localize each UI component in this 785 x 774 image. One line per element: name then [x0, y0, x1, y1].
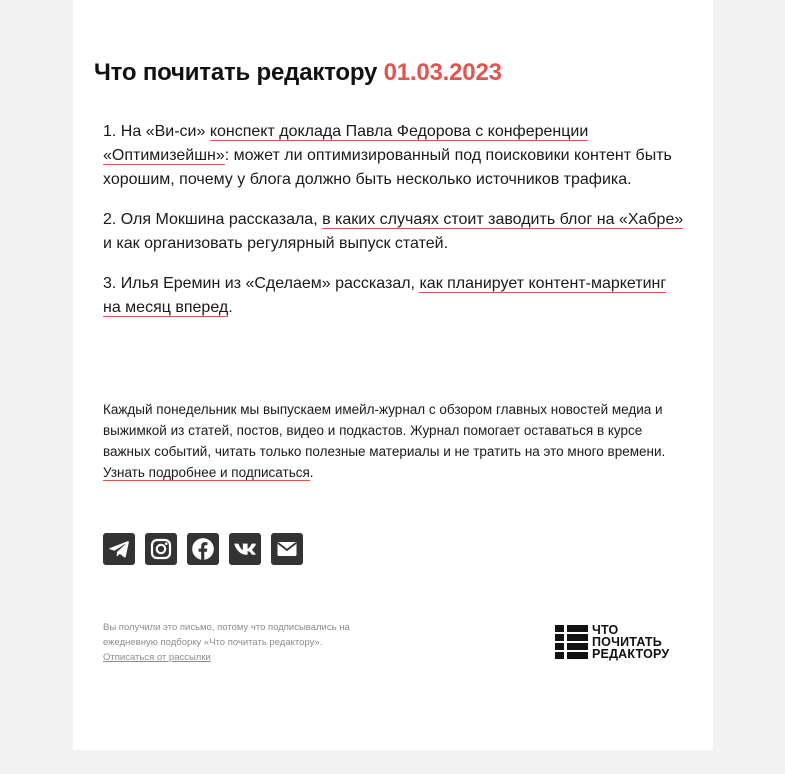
vk-icon: [232, 536, 258, 562]
legal-notice: [103, 620, 383, 665]
about-end: .: [309, 465, 314, 480]
item-text: .: [228, 299, 233, 316]
about-body: Каждый понедельник мы выпускаем имейл-журнал с обзором главных новостей медиа и выжимкой из статей, постов, видео и подкастов. Журнал помогает оставаться в курсе важных событий, читать только полезные материалы и не тратить на это много времени.: [103, 402, 666, 459]
telegram-button[interactable]: [103, 533, 135, 565]
item-text: и как организовать регулярный выпуск статей.: [103, 235, 449, 252]
brand-logo[interactable]: [555, 624, 685, 662]
instagram-icon: [149, 537, 173, 561]
item-text: 1. На «Ви-си»: [103, 123, 210, 140]
legal-text: Вы получили это письмо, потому что подписывались на ежедневную подборку «Что почитать редактору».: [103, 622, 350, 648]
telegram-icon: [107, 537, 131, 561]
list-item: [103, 272, 685, 320]
article-list: [103, 120, 685, 336]
article-link[interactable]: в каких случаях стоит заводить блог на «Хабре»: [322, 211, 684, 228]
issue-date: 01.03.2023: [383, 59, 502, 86]
email-button[interactable]: [271, 533, 303, 565]
list-item: [103, 120, 685, 192]
newsletter-title: [94, 57, 502, 89]
social-links: [103, 533, 303, 565]
article-link[interactable]: как планирует контент-маркетинг на месяц вперед: [103, 275, 667, 316]
logo-wordmark: [592, 624, 669, 660]
list-item: [103, 208, 685, 256]
title-text: Что почитать редактору: [94, 59, 378, 86]
item-text: 2. Оля Мокшина рассказала,: [103, 211, 323, 228]
unsubscribe-link[interactable]: Отписаться от рассылки: [103, 652, 211, 663]
facebook-icon: [190, 536, 216, 562]
vk-button[interactable]: [229, 533, 261, 565]
instagram-button[interactable]: [145, 533, 177, 565]
newsletter-card: [73, 0, 713, 750]
logo-line: ПОЧИТАТЬ: [592, 635, 662, 649]
item-text: : может ли оптимизированный под поисковики контент быть хорошим, почему у блога должно быть несколько источников трафика.: [103, 147, 672, 188]
item-text: 3. Илья Еремин из «Сделаем» рассказал,: [103, 275, 420, 292]
about-text: [103, 399, 689, 483]
article-link[interactable]: конспект доклада Павла Федорова с конференции «Оптимизейшн»: [103, 123, 589, 164]
logo-line: РЕДАКТОРУ: [592, 647, 670, 661]
email-icon: [275, 537, 299, 561]
facebook-button[interactable]: [187, 533, 219, 565]
logo-line: ЧТО: [592, 623, 619, 637]
logo-mark: [555, 625, 588, 661]
subscribe-link[interactable]: Узнать подробнее и подписаться: [103, 465, 310, 480]
